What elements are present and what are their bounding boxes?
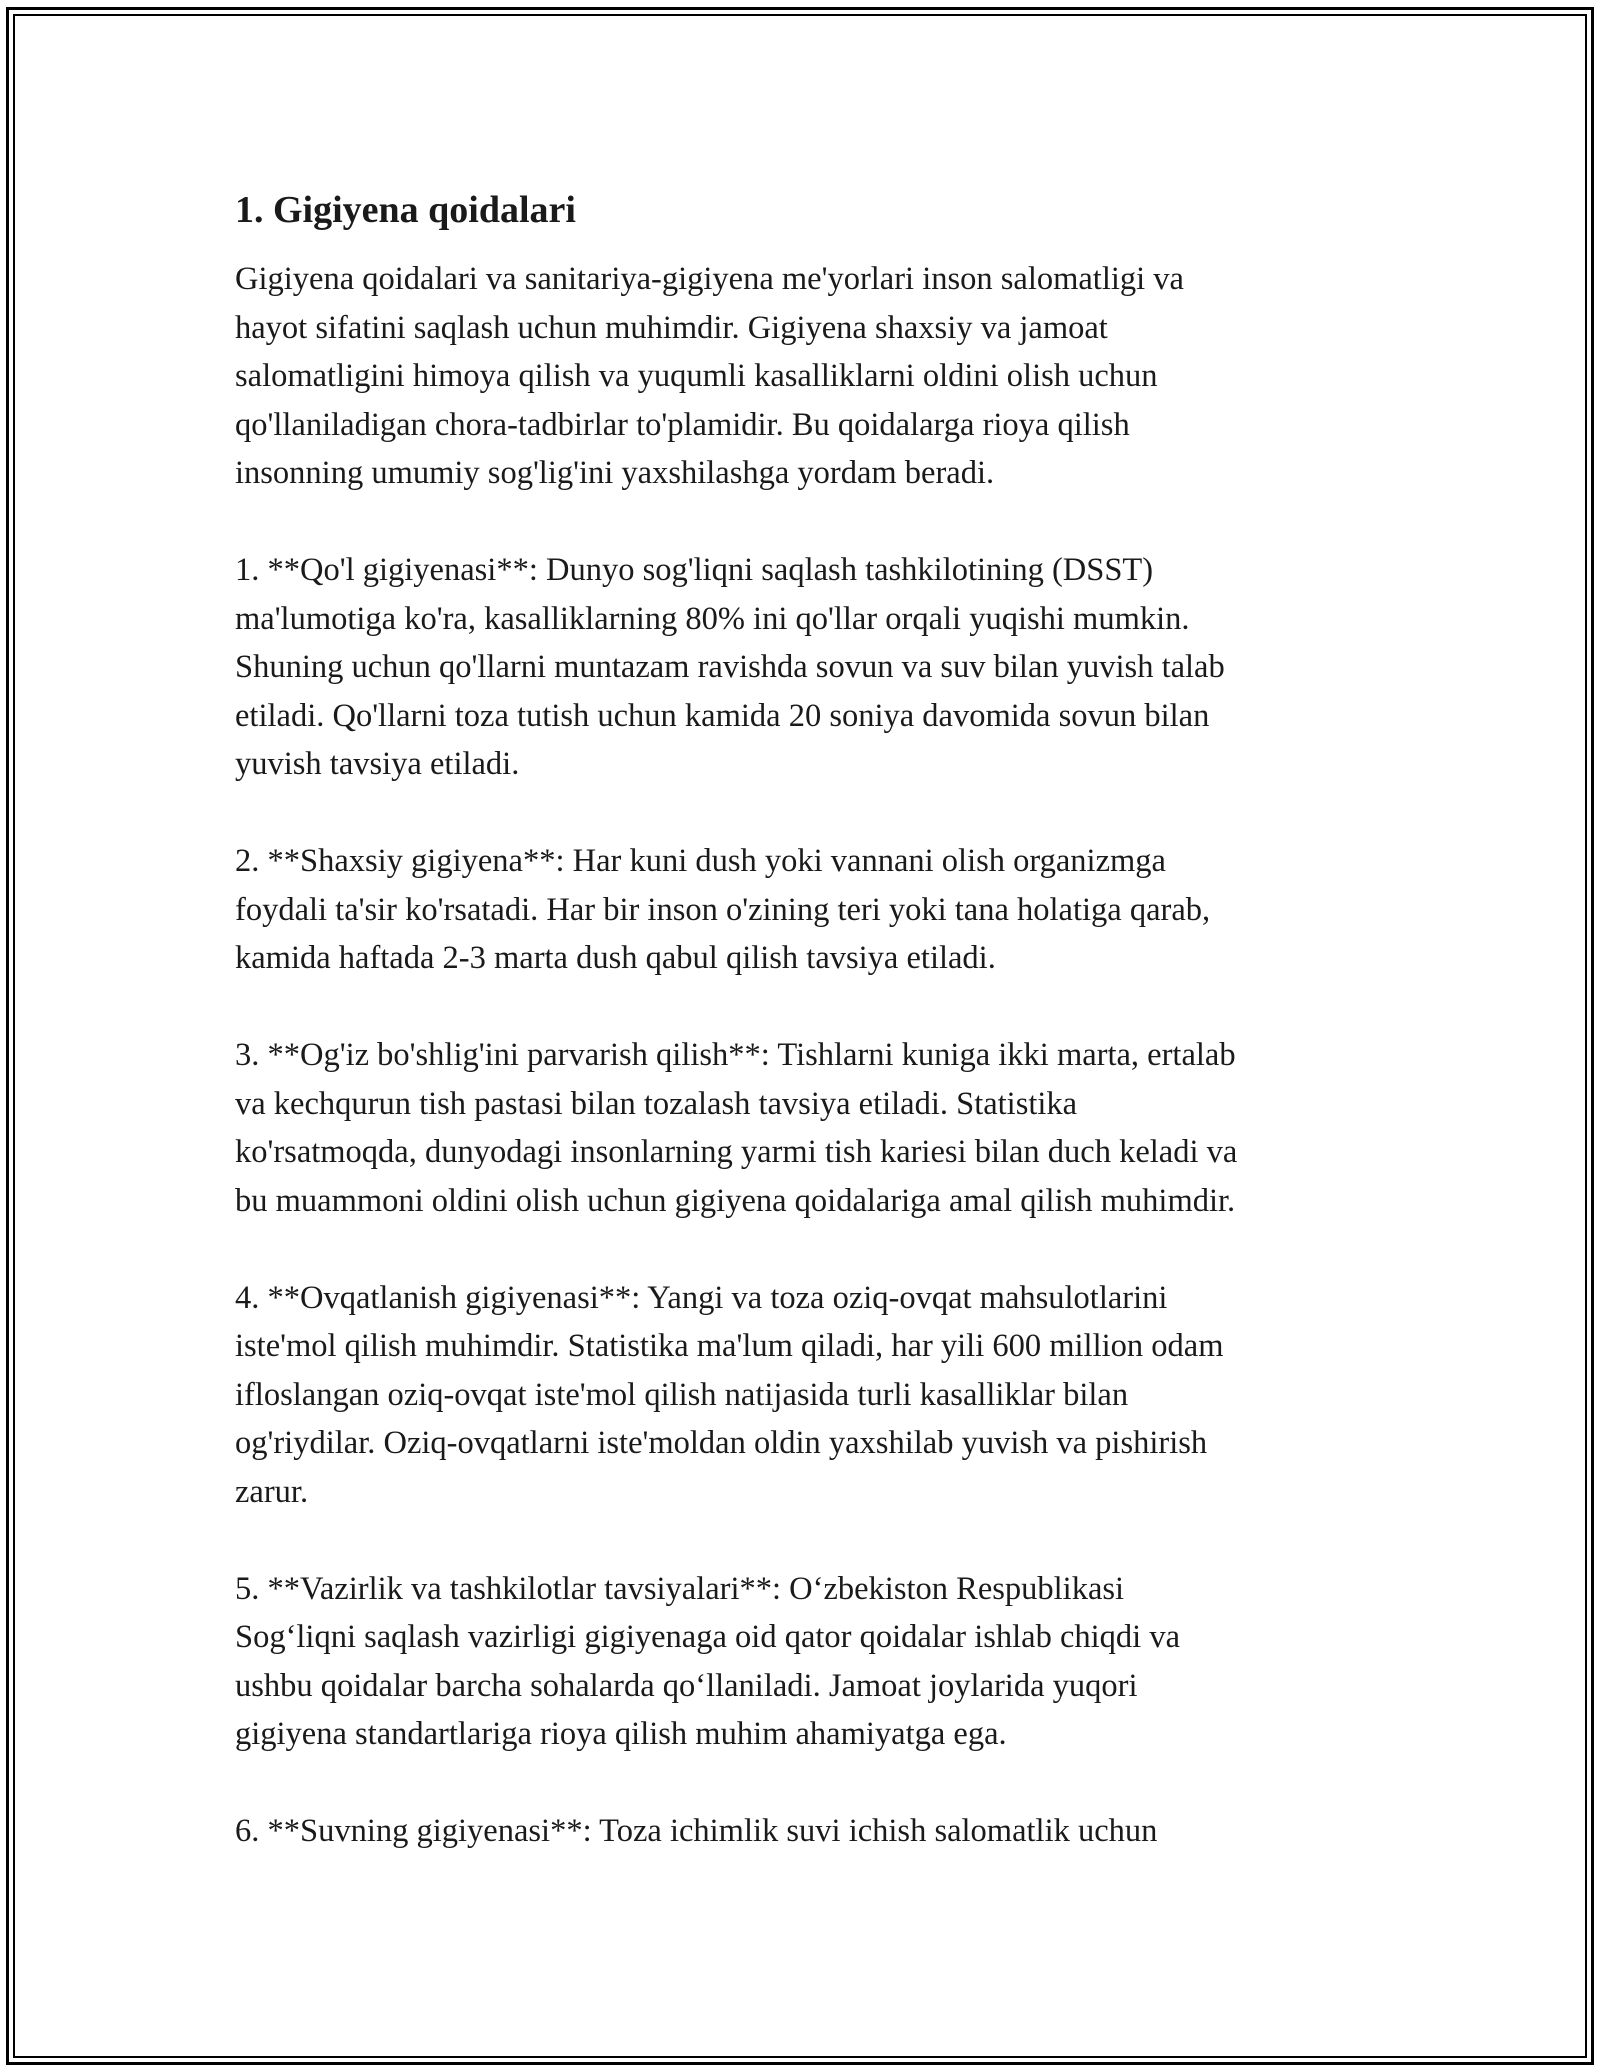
paragraph-oral-care: 3. **Og'iz bo'shlig'ini parvarish qilish**: Tishlarni kuniga ikki marta, ertalab va kechqurun tish pastasi bilan tozalash tavsiya etiladi. Statistika ko'rsatmoqda, dunyodagi insonlarning yarmi tish kariesi bilan duch keladi va bu muammoni oldini olish uchun gigiyena qoidalariga amal qilish muhimdir. xyxy=(235,1037,1238,1219)
paragraph-ministry-recommendations: 5. **Vazirlik va tashkilotlar tavsiyalari**: O‘zbekiston Respublikasi Sog‘liqni saqlash vazirligi gigiyenaga oid qator qoidalar ishlab chiqdi va ushbu qoidalar barcha sohalarda qo‘llaniladi. Jamoat joylarida yuqori gigiyena standartlariga rioya qilish muhim ahamiyatga ega. xyxy=(235,1570,1180,1752)
paragraph-hand-hygiene: 1. **Qo'l gigiyenasi**: Dunyo sog'liqni saqlash tashkilotining (DSST) ma'lumotiga ko'ra, kasalliklarning 80% ini qo'llar orqali yuqishi mumkin. Shuning uchun qo'llarni muntazam ravishda sovun va suv bilan yuvish talab etiladi. Qo'llarni toza tutish uchun kamida 20 soniya davomida sovun bilan yuvish tavsiya etiladi. xyxy=(235,552,1225,782)
section-heading: 1. Gigiyena qoidalari xyxy=(235,189,576,231)
intro-paragraph: Gigiyena qoidalari va sanitariya-gigiyena me'yorlari inson salomatligi va hayot sifatini saqlash uchun muhimdir. Gigiyena shaxsiy va jamoat salomatligini himoya qilish va yuqumli kasalliklarni oldini olish uchun qo'llaniladigan chora-tadbirlar to'plamidir. Bu qoidalarga rioya qilish insonning umumiy sog'lig'ini yaxshilashga yordam beradi. xyxy=(235,261,1184,491)
paragraph-food-hygiene: 4. **Ovqatlanish gigiyenasi**: Yangi va toza oziq-ovqat mahsulotlarini iste'mol qilish muhimdir. Statistika ma'lum qiladi, har yili 600 million odam ifloslangan oziq-ovqat iste'mol qilish natijasida turli kasalliklar bilan og'riydilar. Oziq-ovqatlarni iste'moldan oldin yaxshilab yuvish va pishirish zarur. xyxy=(235,1279,1224,1510)
document-body xyxy=(235,186,1385,1904)
paragraph-water-hygiene: 6. **Suvning gigiyenasi**: Toza ichimlik suvi ichish salomatlik uchun xyxy=(235,1813,1158,1849)
paragraph-personal-hygiene: 2. **Shaxsiy gigiyena**: Har kuni dush yoki vannani olish organizmga foydali ta'sir ko'rsatadi. Har bir inson o'zining teri yoki tana holatiga qarab, kamida haftada 2-3 marta dush qabul qilish tavsiya etiladi. xyxy=(235,843,1211,976)
